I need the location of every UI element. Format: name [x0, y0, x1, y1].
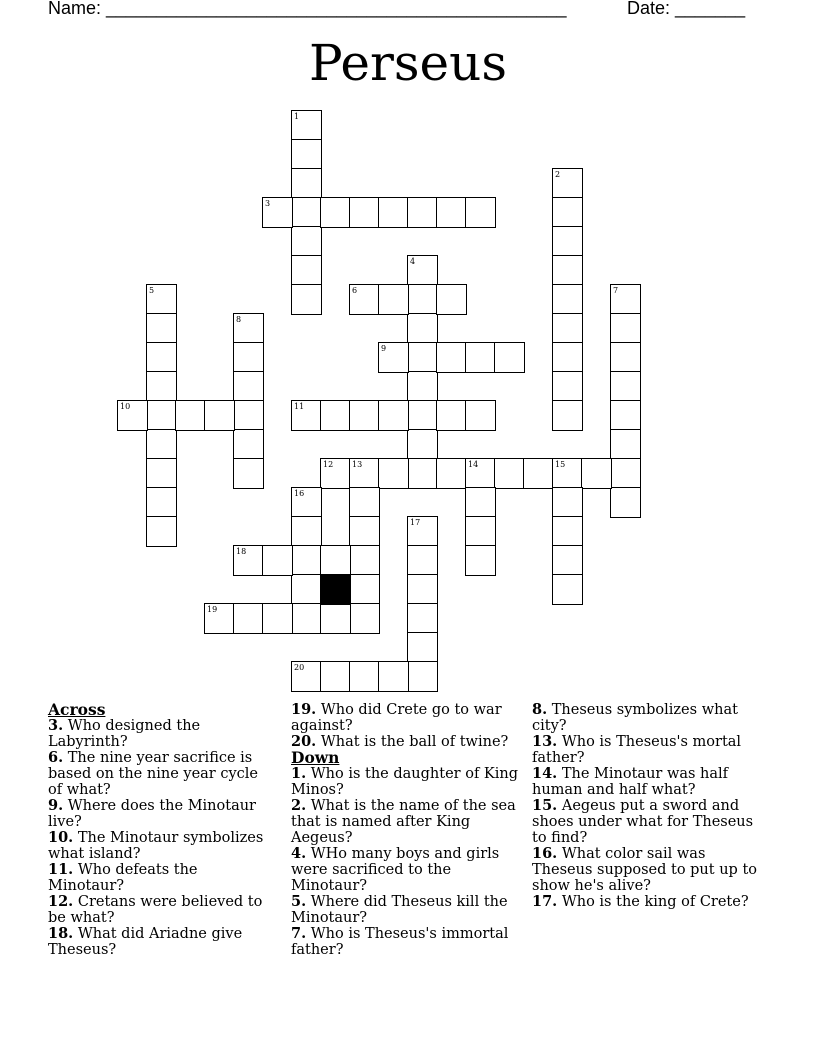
- grid-cell[interactable]: [407, 429, 438, 460]
- clue-number: 14: [468, 460, 479, 469]
- grid-cell[interactable]: [233, 342, 264, 373]
- clue-across-9: 9. Where does the Minotaur live?: [48, 797, 256, 830]
- clue-column-2: [291, 702, 523, 958]
- grid-cell[interactable]: [407, 284, 438, 315]
- down-heading: Down: [291, 748, 340, 767]
- grid-cell[interactable]: [552, 342, 583, 373]
- clue-number: 8: [236, 315, 242, 324]
- grid-cell[interactable]: [552, 545, 583, 576]
- grid-cell[interactable]: [494, 342, 525, 373]
- clue-number: 19: [207, 605, 218, 614]
- clue-number: 7: [613, 286, 619, 295]
- grid-cell[interactable]: [552, 400, 583, 431]
- grid-cell[interactable]: [407, 342, 438, 373]
- clue-across-19: 19. Who did Crete go to war against?: [291, 701, 502, 734]
- clue-number: 9: [381, 344, 387, 353]
- grid-cell[interactable]: [494, 458, 525, 489]
- grid-cell[interactable]: [146, 313, 177, 344]
- grid-cell[interactable]: [291, 168, 322, 199]
- grid-cell[interactable]: [233, 603, 264, 634]
- grid-cell[interactable]: [320, 400, 351, 431]
- grid-cell[interactable]: [465, 342, 496, 373]
- grid-cell[interactable]: [378, 197, 409, 228]
- grid-cell[interactable]: [552, 574, 583, 605]
- grid-cell[interactable]: [552, 371, 583, 402]
- clue-number: 20: [294, 663, 305, 672]
- grid-cell[interactable]: [610, 400, 641, 431]
- grid-cell[interactable]: [610, 342, 641, 373]
- grid-cell[interactable]: [262, 545, 293, 576]
- grid-cell[interactable]: [349, 661, 380, 692]
- grid-cell[interactable]: [175, 400, 206, 431]
- grid-cell[interactable]: [291, 139, 322, 170]
- clue-number: 4: [410, 257, 416, 266]
- clue-across-6: 6. The nine year sacrifice is based on the nine year cycle of what?: [48, 749, 258, 798]
- grid-cell[interactable]: [349, 574, 380, 605]
- grid-cell[interactable]: [378, 400, 409, 431]
- grid-cell[interactable]: [465, 487, 496, 518]
- grid-cell[interactable]: [581, 458, 612, 489]
- grid-cell[interactable]: [291, 603, 322, 634]
- clue-number: 15: [555, 460, 566, 469]
- grid-cell[interactable]: [233, 371, 264, 402]
- grid-cell[interactable]: [407, 313, 438, 344]
- grid-cell[interactable]: [610, 487, 641, 518]
- grid-cell[interactable]: [552, 487, 583, 518]
- grid-cell[interactable]: [146, 400, 177, 431]
- grid-cell[interactable]: [320, 197, 351, 228]
- name-line[interactable]: ______________________________________________: [106, 0, 567, 18]
- grid-cell[interactable]: [349, 603, 380, 634]
- clue-number: 16: [294, 489, 305, 498]
- grid-cell[interactable]: [407, 197, 438, 228]
- clue-column-3: [532, 702, 764, 910]
- grid-cell[interactable]: [204, 400, 235, 431]
- clue-down-14: 14. The Minotaur was half human and half what?: [532, 765, 729, 798]
- clue-down-4: 4. WHo many boys and girls were sacrificed to the Minotaur?: [291, 845, 500, 894]
- grid-cell[interactable]: [552, 255, 583, 286]
- grid-cell[interactable]: [146, 342, 177, 373]
- grid-cell[interactable]: [291, 284, 322, 315]
- grid-cell[interactable]: [407, 574, 438, 605]
- grid-cell[interactable]: [233, 458, 264, 489]
- grid-cell[interactable]: [291, 516, 322, 547]
- grid-cell[interactable]: [610, 458, 641, 489]
- grid-cell[interactable]: [465, 545, 496, 576]
- clue-number: 11: [294, 402, 305, 411]
- block-cell: [320, 574, 351, 605]
- clue-column-1: [48, 702, 273, 958]
- grid-cell[interactable]: [552, 226, 583, 257]
- grid-cell[interactable]: [610, 313, 641, 344]
- clue-down-2: 2. What is the name of the sea that is named after King Aegeus?: [291, 797, 516, 846]
- grid-cell[interactable]: [407, 400, 438, 431]
- grid-cell[interactable]: [465, 197, 496, 228]
- clue-across-18: 18. What did Ariadne give Theseus?: [48, 925, 243, 958]
- grid-cell[interactable]: [291, 545, 322, 576]
- across-heading: Across: [48, 700, 106, 719]
- clue-down-7: 7. Who is Theseus's immortal father?: [291, 925, 509, 958]
- grid-cell[interactable]: [436, 197, 467, 228]
- grid-cell[interactable]: [233, 400, 264, 431]
- grid-cell[interactable]: [523, 458, 554, 489]
- clue-down-17: 17. Who is the king of Crete?: [532, 893, 749, 910]
- clue-across-11: 11. Who defeats the Minotaur?: [48, 861, 198, 894]
- clue-down-15: 15. Aegeus put a sword and shoes under what for Theseus to find?: [532, 797, 754, 846]
- clue-number: 1: [294, 112, 300, 121]
- grid-cell[interactable]: [407, 661, 438, 692]
- grid-cell[interactable]: [552, 197, 583, 228]
- clue-number: 6: [352, 286, 358, 295]
- grid-cell[interactable]: [233, 429, 264, 460]
- name-label: Name:: [48, 0, 107, 18]
- grid-cell[interactable]: [291, 255, 322, 286]
- grid-cell[interactable]: [291, 226, 322, 257]
- page-title: Perseus: [309, 34, 507, 92]
- grid-cell[interactable]: [407, 603, 438, 634]
- grid-cell[interactable]: [291, 197, 322, 228]
- grid-cell[interactable]: [262, 603, 293, 634]
- grid-cell[interactable]: [320, 545, 351, 576]
- grid-cell[interactable]: [146, 516, 177, 547]
- grid-cell[interactable]: [610, 371, 641, 402]
- clue-number: 3: [265, 199, 271, 208]
- grid-cell[interactable]: [291, 574, 322, 605]
- grid-cell[interactable]: [349, 487, 380, 518]
- clue-number: 17: [410, 518, 421, 527]
- clue-number: 13: [352, 460, 363, 469]
- grid-cell[interactable]: [552, 284, 583, 315]
- grid-cell[interactable]: [610, 429, 641, 460]
- clue-number: 10: [120, 402, 131, 411]
- grid-cell[interactable]: [378, 458, 409, 489]
- grid-cell[interactable]: [349, 400, 380, 431]
- clue-number: 12: [323, 460, 334, 469]
- clue-across-20: 20. What is the ball of twine?: [291, 733, 509, 750]
- grid-cell[interactable]: [436, 342, 467, 373]
- grid-cell[interactable]: [349, 197, 380, 228]
- clue-down-8: 8. Theseus symbolizes what city?: [532, 701, 738, 734]
- grid-cell[interactable]: [407, 371, 438, 402]
- clue-down-5: 5. Where did Theseus kill the Minotaur?: [291, 893, 508, 926]
- grid-cell[interactable]: [349, 545, 380, 576]
- clue-across-12: 12. Cretans were believed to be what?: [48, 893, 263, 926]
- grid-cell[interactable]: [436, 284, 467, 315]
- grid-cell[interactable]: [552, 516, 583, 547]
- grid-cell[interactable]: [320, 603, 351, 634]
- clue-down-1: 1. Who is the daughter of King Minos?: [291, 765, 519, 798]
- grid-cell[interactable]: [378, 661, 409, 692]
- clue-number: 2: [555, 170, 561, 179]
- grid-cell[interactable]: [552, 313, 583, 344]
- grid-cell[interactable]: [407, 458, 438, 489]
- grid-cell[interactable]: [146, 458, 177, 489]
- date-label: Date:: [627, 0, 676, 18]
- grid-cell[interactable]: [436, 458, 467, 489]
- grid-cell[interactable]: [407, 545, 438, 576]
- clue-number: 5: [149, 286, 155, 295]
- grid-cell[interactable]: [146, 371, 177, 402]
- grid-cell[interactable]: [146, 429, 177, 460]
- clue-down-13: 13. Who is Theseus's mortal father?: [532, 733, 742, 766]
- grid-cell[interactable]: [465, 400, 496, 431]
- clue-number: 18: [236, 547, 247, 556]
- grid-cell[interactable]: [349, 516, 380, 547]
- clue-across-3: 3. Who designed the Labyrinth?: [48, 717, 201, 750]
- grid-cell[interactable]: [146, 487, 177, 518]
- grid-cell[interactable]: [378, 284, 409, 315]
- clue-down-16: 16. What color sail was Theseus supposed to put up to show he's alive?: [532, 845, 757, 894]
- grid-cell[interactable]: [407, 632, 438, 663]
- clue-across-10: 10. The Minotaur symbolizes what island?: [48, 829, 264, 862]
- grid-cell[interactable]: [320, 661, 351, 692]
- grid-cell[interactable]: [465, 516, 496, 547]
- grid-cell[interactable]: [436, 400, 467, 431]
- date-line[interactable]: _______: [675, 0, 746, 18]
